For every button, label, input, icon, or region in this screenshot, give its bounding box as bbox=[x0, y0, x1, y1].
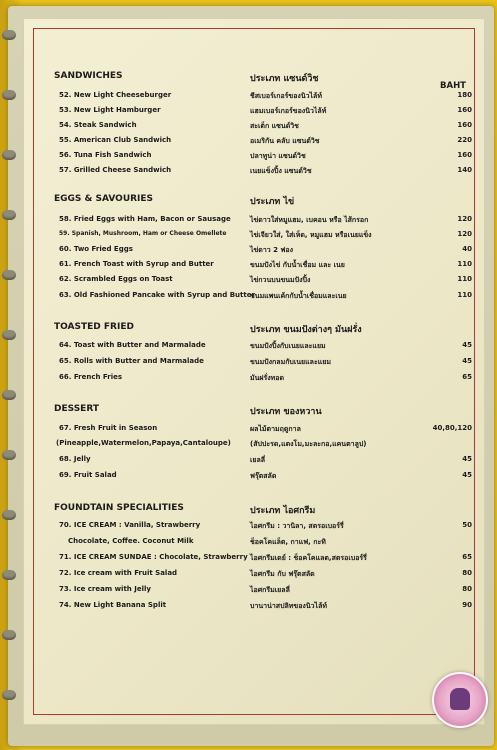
item-name-en: 55. American Club Sandwich bbox=[59, 136, 172, 144]
menu-item bbox=[24, 245, 484, 260]
binder-ring bbox=[2, 390, 16, 400]
item-price: 160 bbox=[457, 151, 472, 159]
item-price: 40,80,120 bbox=[432, 424, 472, 432]
item-name-en: 59. Spanish, Mushroom, Ham or Cheese Omellete bbox=[59, 230, 227, 237]
item-name-th: อเมริกัน คลับ แซนด์วิช bbox=[250, 137, 320, 145]
section-title-en: TOASTED FRIED bbox=[54, 322, 134, 332]
item-price: 80 bbox=[462, 569, 472, 577]
menu-item bbox=[24, 341, 484, 356]
item-name-en: 53. New Light Hamburger bbox=[59, 106, 161, 114]
menu-item bbox=[24, 166, 484, 181]
section-title-en: DESSERT bbox=[54, 404, 99, 414]
item-name-en: 74. New Light Banana Split bbox=[59, 601, 167, 609]
item-name-th: เยลลี่ bbox=[250, 456, 266, 464]
menu-item bbox=[24, 151, 484, 166]
item-price: 65 bbox=[462, 373, 472, 381]
menu-page bbox=[23, 18, 485, 725]
item-name-th: ชีสเบอร์เกอร์ของนิวไล้ท์ bbox=[250, 92, 322, 100]
item-name-en: 58. Fried Eggs with Ham, Bacon or Sausage bbox=[59, 215, 231, 223]
item-name-th: แฮมเบอร์เกอร์ของนิวไล้ท์ bbox=[250, 107, 327, 115]
item-detail-en: (Pineapple,Watermelon,Papaya,Cantaloupe) bbox=[56, 439, 231, 447]
item-price: 45 bbox=[462, 471, 472, 479]
item-name-th: ขนมปังปิ้งกับเนยและแยม bbox=[250, 342, 326, 350]
binder-ring bbox=[2, 270, 16, 280]
item-price: 220 bbox=[457, 136, 472, 144]
item-name-en: 65. Rolls with Butter and Marmalade bbox=[59, 357, 204, 365]
menu-item bbox=[24, 291, 484, 306]
item-price: 140 bbox=[457, 166, 472, 174]
item-name-th: เนยแข็งปิ้ง แซนด์วิช bbox=[250, 167, 312, 175]
item-price: 120 bbox=[457, 230, 472, 238]
item-price: 45 bbox=[462, 455, 472, 463]
section-title-th: ประเภท ของหวาน bbox=[250, 407, 322, 417]
item-name-th: ไข่เจียวใส่, ใส่เห็ด, หมูแฮม หรือเนยแข็ง bbox=[250, 231, 372, 239]
binder-ring bbox=[2, 150, 16, 160]
binder-ring bbox=[2, 90, 16, 100]
menu-item bbox=[24, 357, 484, 372]
item-name-th: ขนมปังไข่ กับน้ำเชื่อม และ เนย bbox=[250, 261, 345, 269]
item-name-en: 69. Fruit Salad bbox=[59, 471, 117, 479]
binder-ring bbox=[2, 330, 16, 340]
binder-ring bbox=[2, 690, 16, 700]
item-name-en: 68. Jelly bbox=[59, 455, 91, 463]
item-name-th: ไอศกรีมเยลลี่ bbox=[250, 586, 290, 594]
menu-item bbox=[24, 106, 484, 121]
menu-item bbox=[24, 424, 484, 439]
currency-label: BAHT bbox=[440, 81, 466, 91]
section-title-en: SANDWICHES bbox=[54, 71, 123, 81]
item-name-en: 73. Ice cream with Jelly bbox=[59, 585, 151, 593]
item-name-en: 67. Fresh Fruit in Season bbox=[59, 424, 158, 432]
item-name-th: ไข่ดาว 2 ฟอง bbox=[250, 246, 294, 254]
item-name-th: ไอศกรีมเดย์ : ช็อคโคแลต,สตรอเบอร์รี่ bbox=[250, 554, 367, 562]
item-name-th: ไข่กวนบนขนมปังปิ้ง bbox=[250, 276, 311, 284]
section-title-en: EGGS & SAVOURIES bbox=[54, 194, 154, 204]
section-header-dessert bbox=[24, 404, 484, 419]
binder-ring bbox=[2, 630, 16, 640]
item-name-en: 57. Grilled Cheese Sandwich bbox=[59, 166, 172, 174]
menu-item bbox=[24, 275, 484, 290]
item-name-th: ขนมแพนเค้กกับน้ำเชื่อมและเนย bbox=[250, 292, 347, 300]
item-price: 180 bbox=[457, 91, 472, 99]
section-header-eggs bbox=[24, 194, 484, 209]
item-price: 50 bbox=[462, 521, 472, 529]
section-header-fountain bbox=[24, 503, 484, 518]
item-price: 65 bbox=[462, 553, 472, 561]
item-name-th: ฟรุ๊ตสลัด bbox=[250, 472, 277, 480]
section-title-th: ประเภท ไอศกรีม bbox=[250, 506, 316, 516]
item-name-en: 63. Old Fashioned Pancake with Syrup and Butter bbox=[59, 291, 255, 299]
menu-item bbox=[24, 91, 484, 106]
item-name-en: 56. Tuna Fish Sandwich bbox=[59, 151, 152, 159]
menu-item bbox=[24, 521, 484, 536]
item-price: 110 bbox=[457, 275, 472, 283]
item-price: 120 bbox=[457, 215, 472, 223]
menu-item bbox=[24, 215, 484, 230]
item-price: 110 bbox=[457, 260, 472, 268]
item-price: 80 bbox=[462, 585, 472, 593]
item-name-th: ปลาทูน่า แซนด์วิช bbox=[250, 152, 306, 160]
item-detail-th: ช็อคโคแล็ต, กาแฟ, กะทิ bbox=[250, 538, 326, 546]
item-name-en: 62. Scrambled Eggs on Toast bbox=[59, 275, 173, 283]
item-name-th: ขนมปังกลมกับเนยและแยม bbox=[250, 358, 331, 366]
item-name-en: 72. Ice cream with Fruit Salad bbox=[59, 569, 178, 577]
section-title-en: FOUNDTAIN SPECIALITIES bbox=[54, 503, 184, 513]
menu-item bbox=[24, 553, 484, 568]
menu-item bbox=[24, 373, 484, 388]
section-title-th: ประเภท ไข่ bbox=[250, 197, 295, 207]
menu-item bbox=[24, 136, 484, 151]
menu-item bbox=[24, 455, 484, 470]
item-price: 45 bbox=[462, 357, 472, 365]
item-name-en: 71. ICE CREAM SUNDAE : Chocolate, Strawberry bbox=[59, 553, 248, 561]
section-title-th: ประเภท แซนด์วิช bbox=[250, 74, 319, 84]
menu-item bbox=[24, 230, 484, 245]
item-detail-en: Chocolate, Coffee. Coconut Milk bbox=[68, 537, 194, 545]
item-name-en: 54. Steak Sandwich bbox=[59, 121, 137, 129]
item-price: 160 bbox=[457, 106, 472, 114]
item-name-en: 70. ICE CREAM : Vanilla, Strawberry bbox=[59, 521, 201, 529]
menu-item bbox=[24, 569, 484, 584]
menu-item bbox=[24, 585, 484, 600]
item-price: 40 bbox=[462, 245, 472, 253]
item-name-th: บานาน่าสปลิทของนิวไล้ท์ bbox=[250, 602, 327, 610]
binder-ring bbox=[2, 450, 16, 460]
binder-ring bbox=[2, 210, 16, 220]
item-name-en: 61. French Toast with Syrup and Butter bbox=[59, 260, 214, 268]
binder-rings bbox=[0, 0, 18, 750]
binder-ring bbox=[2, 510, 16, 520]
item-name-th: มันฝรั่งทอด bbox=[250, 374, 285, 382]
item-name-th: ผลไม้ตามฤดูกาล bbox=[250, 425, 301, 433]
item-price: 90 bbox=[462, 601, 472, 609]
menu-item-detail bbox=[24, 537, 484, 552]
watermark-logo-icon bbox=[432, 672, 488, 728]
item-detail-th: (สัปปะรด,แตงโม,มะละกอ,แคนตาลูป) bbox=[250, 440, 367, 448]
menu-item bbox=[24, 601, 484, 616]
item-price: 110 bbox=[457, 291, 472, 299]
section-title-th: ประเภท ขนมปังต่างๆ มันฝรั่ง bbox=[250, 325, 362, 335]
item-name-en: 66. French Fries bbox=[59, 373, 123, 381]
item-price: 160 bbox=[457, 121, 472, 129]
item-name-th: สะเต็ก แซนด์วิช bbox=[250, 122, 299, 130]
item-name-en: 64. Toast with Butter and Marmalade bbox=[59, 341, 206, 349]
binder-ring bbox=[2, 570, 16, 580]
menu-item bbox=[24, 471, 484, 486]
item-name-en: 52. New Light Cheeseburger bbox=[59, 91, 172, 99]
menu-item-detail bbox=[24, 439, 484, 454]
binder-ring bbox=[2, 30, 16, 40]
item-name-th: ไอศกรีม กับ ฟรุ๊ตสลัด bbox=[250, 570, 315, 578]
menu-item bbox=[24, 260, 484, 275]
item-name-th: ไอศกรีม : วานิลา, สตรอเบอร์รี่ bbox=[250, 522, 344, 530]
item-name-en: 60. Two Fried Eggs bbox=[59, 245, 133, 253]
item-name-th: ไข่ดาวใส่หมูแฮม, เบคอน หรือ ไส้กรอก bbox=[250, 216, 369, 224]
menu-item bbox=[24, 121, 484, 136]
item-price: 45 bbox=[462, 341, 472, 349]
section-header-toasted bbox=[24, 322, 484, 337]
